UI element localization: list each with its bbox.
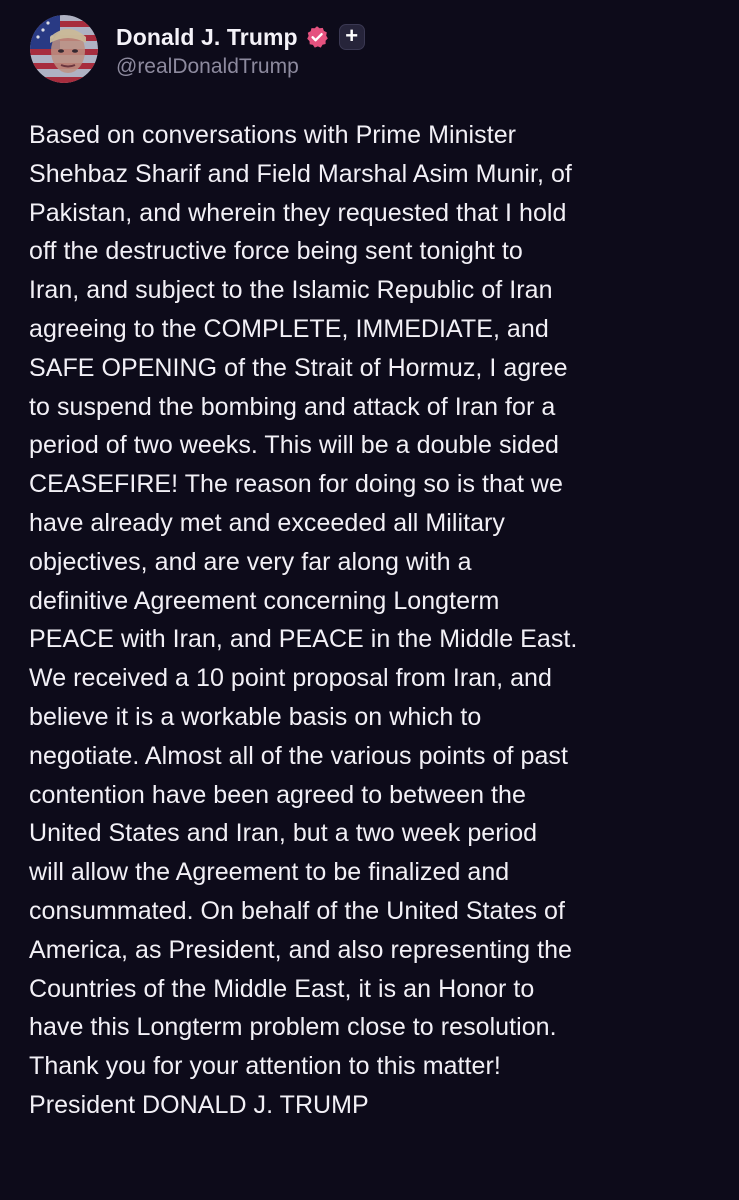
follow-button[interactable]	[339, 24, 365, 50]
author-info	[116, 19, 365, 79]
verified-badge-icon	[305, 25, 329, 49]
post-body-text: Based on conversations with Prime Minister Shehbaz Sharif and Field Marshal Asim Munir, of Pakistan, and wherein they requested that I hold off the destructive force being sent tonight to Iran, and subject to the Islamic Republic of Iran agreeing to the COMPLETE, IMMEDIATE, and SAFE OPENING of the Strait of Hormuz, I agree to suspend the bombing and attack of Iran for a period of two weeks. This will be a double sided CEASEFIRE! The reason for doing so is that we have already met and exceeded all Military objectives, and are very far along with a definitive Agreement concerning Longterm PEACE with Iran, and PEACE in the Middle East. We received a 10 point proposal from Iran, and believe it is a workable basis on which to negotiate. Almost all of the various points of past contention have been agreed to between the United States and Iran, but a two week period will allow the Agreement to be finalized and consummated. On behalf of the United States of America, as President, and also representing the Countries of the Middle East, it is an Honor to have this Longterm problem close to resolution. Thank you for your attention to this matter! President DONALD J. TRUMP	[29, 121, 578, 1119]
author-display-name[interactable]: Donald J. Trump	[116, 23, 298, 50]
post-header	[30, 14, 365, 84]
author-handle[interactable]: @realDonaldTrump	[116, 55, 299, 78]
author-name-row	[116, 19, 365, 55]
plus-icon: +	[345, 23, 359, 48]
avatar[interactable]	[30, 15, 98, 83]
